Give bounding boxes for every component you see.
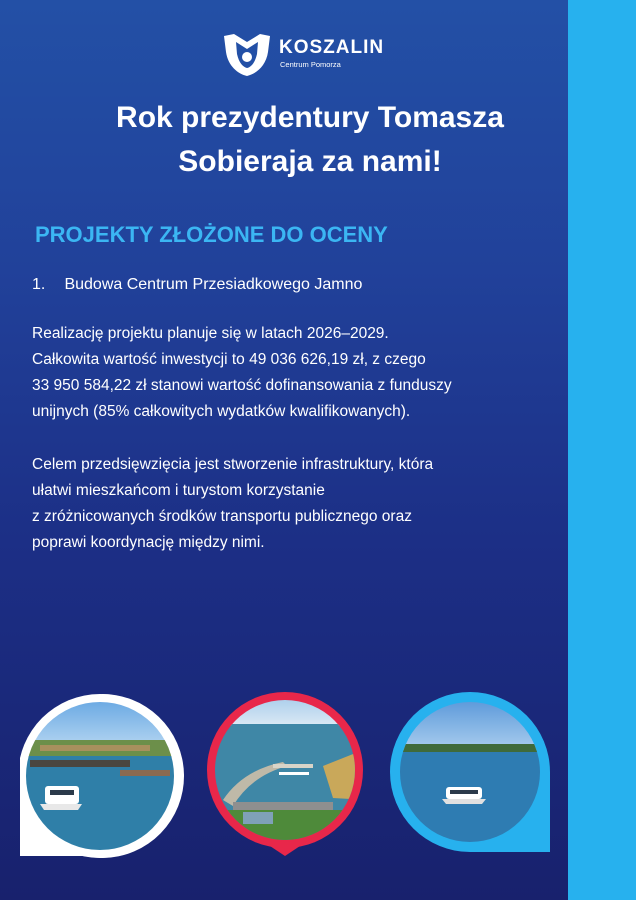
- page-headline: [40, 96, 580, 184]
- paragraph-line: unijnych (85% całkowitych wydatków kwalifikowanych).: [32, 403, 411, 420]
- paragraph-line: Całkowita wartość inwestycji to 49 036 626,19 zł, z czego: [32, 351, 426, 368]
- headline-line-2: Sobieraja za nami!: [178, 145, 442, 178]
- paragraph-funding: [32, 321, 562, 425]
- brand-name: KOSZALIN: [279, 37, 385, 58]
- paragraph-line: 33 950 584,22 zł stanowi wartość dofinansowania z funduszy: [32, 377, 452, 394]
- list-item: [32, 276, 362, 294]
- photo-marina-aerial: [203, 690, 367, 860]
- section-title: PROJEKTY ZŁOŻONE DO OCENY: [35, 222, 388, 247]
- photo-lake-ferry: [388, 690, 552, 860]
- paragraph-line: Realizację projektu planuje się w latach 2026–2029.: [32, 325, 389, 342]
- koszalin-logo: [222, 30, 402, 78]
- paragraph-line: Celem przedsięwzięcia jest stworzenie infrastruktury, która: [32, 456, 434, 473]
- paragraph-goal: [32, 452, 562, 556]
- paragraph-line: z zróżnicowanych środków transportu publicznego oraz: [32, 508, 412, 525]
- paragraph-line: ułatwi mieszkańcom i turystom korzystanie: [32, 482, 325, 499]
- crest-icon: [222, 30, 272, 78]
- headline-line-1: Rok prezydentury Tomasza: [116, 101, 504, 134]
- brand-tagline: Centrum Pomorza: [280, 60, 341, 69]
- list-item-number: 1.: [32, 276, 46, 293]
- list-item-label: Budowa Centrum Przesiadkowego Jamno: [64, 276, 363, 293]
- photo-ferry-harbor: [20, 690, 184, 860]
- paragraph-line: poprawi koordynację między nimi.: [32, 534, 265, 551]
